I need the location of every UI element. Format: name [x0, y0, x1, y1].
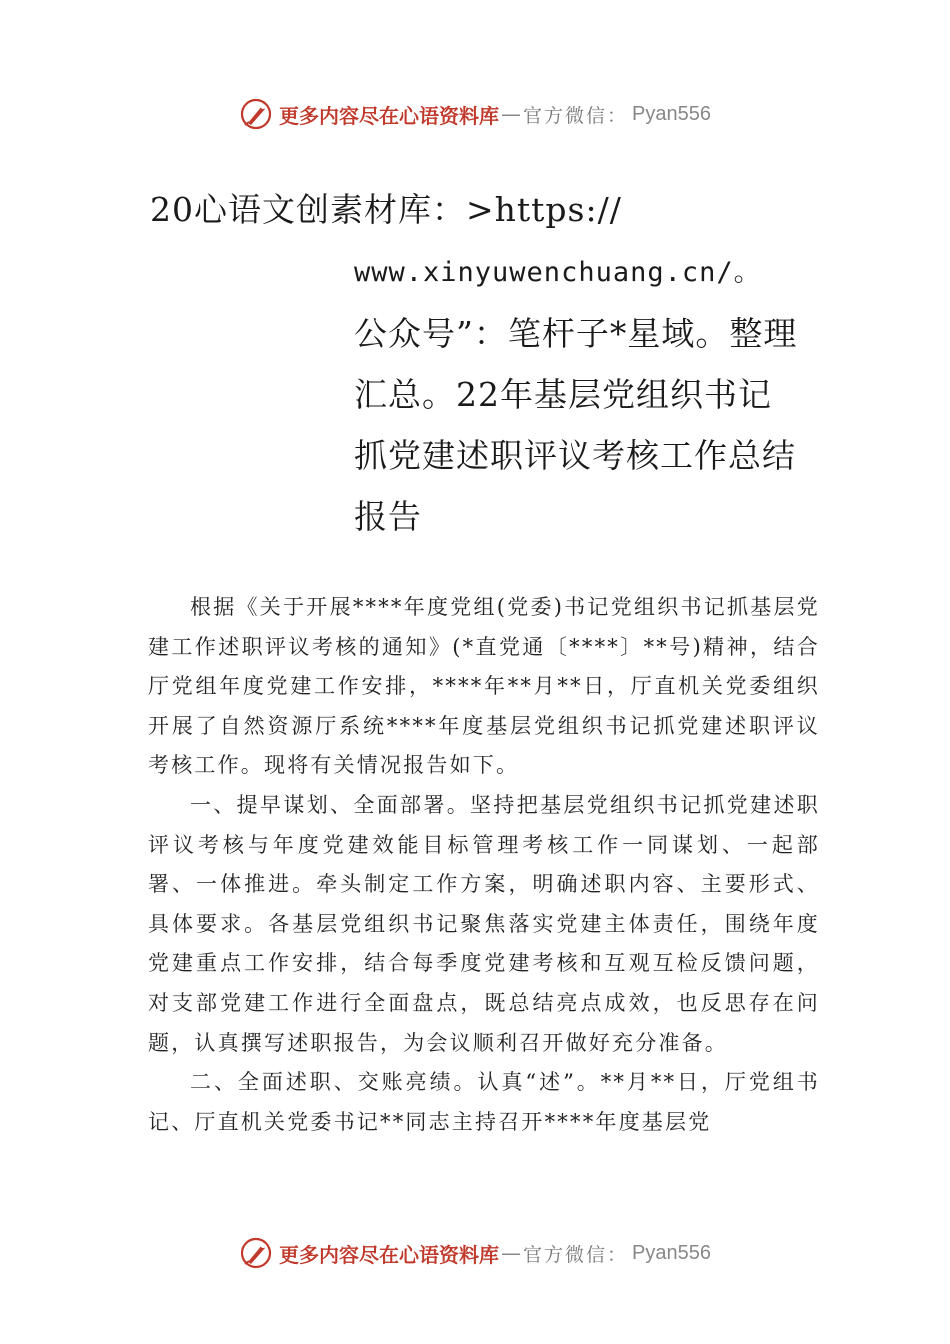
watermark-separator: —: [501, 1241, 521, 1265]
watermark-header: [0, 94, 950, 134]
quill-logo-icon: [239, 97, 273, 131]
watermark-brand: 更多内容尽在心语资料库: [279, 1242, 499, 1267]
title-continuation: [354, 242, 804, 547]
watermark-separator: —: [501, 102, 521, 126]
quill-logo-icon: [239, 1236, 273, 1270]
document-body: [148, 588, 820, 1142]
watermark-contact-label: 官方微信：: [523, 1243, 629, 1266]
watermark-contact-label: 官方微信：: [523, 104, 629, 127]
title-text: 公众号”：笔杆子*星域。整理汇总。22年基层党组织书记抓党建述职评议考核工作总结报告: [354, 314, 798, 536]
watermark-contact-id: Pyan556: [632, 1241, 711, 1264]
watermark-brand: 更多内容尽在心语资料库: [279, 103, 499, 128]
title-url: www.xinyuwenchuang.cn/。: [354, 257, 762, 288]
watermark-footer: [0, 1233, 950, 1273]
paragraph: 根据《关于开展****年度党组(党委)书记党组织书记抓基层党建工作述职评议考核的通知》(*直党通〔****〕**号)精神，结合厅党组年度党建工作安排，****年**月**日，厅直机关党委组织开展了自然资源厅系统****年度基层党组织书记抓党建述职评议考核工作。现将有关情况报告如下。: [148, 595, 820, 778]
document-title: [150, 186, 850, 547]
paragraph: 二、全面述职、交账亮绩。认真“述”。**月**日，厅党组书记、厅直机关党委书记**同志主持召开****年度基层党: [148, 1070, 820, 1134]
watermark-contact-id: Pyan556: [632, 102, 711, 125]
paragraph: 一、提早谋划、全面部署。坚持把基层党组织书记抓党建述职评议考核与年度党建效能目标管理考核工作一同谋划、一起部署、一体推进。牵头制定工作方案，明确述职内容、主要形式、具体要求。各基层党组织书记聚焦落实党建主体责任，围绕年度党建重点工作安排，结合每季度党建考核和互观互检反馈问题，对支部党建工作进行全面盘点，既总结亮点成效，也反思存在问题，认真撰写述职报告，为会议顺利召开做好充分准备。: [148, 792, 820, 1055]
title-line-1: 20心语文创素材库：>https://: [150, 190, 622, 229]
